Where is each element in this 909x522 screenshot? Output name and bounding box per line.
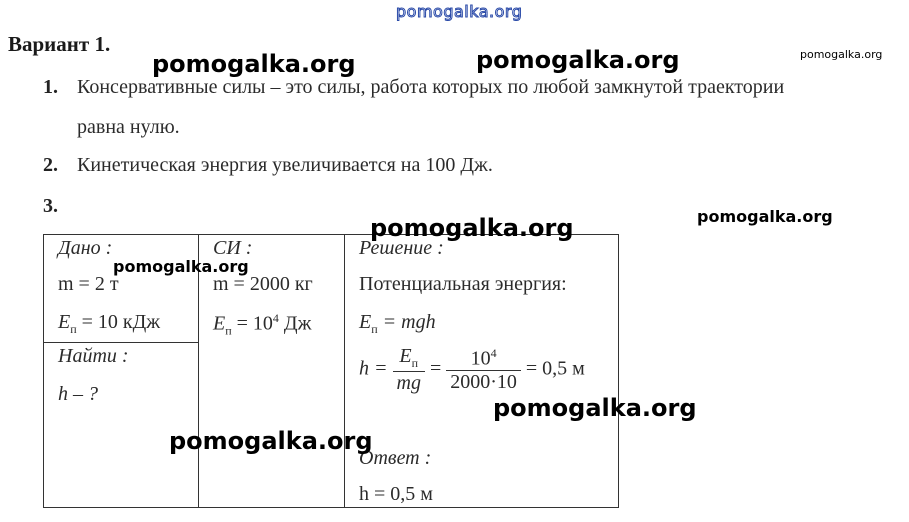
watermark: pomogalka.org [152, 50, 356, 78]
fraction-1: $\frac{E_п}{mg}$ [393, 345, 425, 395]
variant-heading: Вариант 1. [8, 32, 111, 56]
solution-cell [345, 235, 619, 508]
find-cell [44, 343, 199, 508]
si-title: СИ : [213, 237, 253, 259]
fraction-2: $\frac{10^4}{2000\cdot 10}$ [446, 346, 521, 395]
answer-text: Консервативные силы – это силы, работа которых по любой замкнутой траектории [77, 76, 785, 98]
answer-number: 1. [43, 76, 58, 98]
answer-title: Ответ : [359, 447, 432, 469]
answer-text: равна нулю. [77, 116, 180, 138]
watermark: pomogalka.org [476, 46, 680, 74]
given-cell [44, 235, 199, 343]
find-title: Найти : [58, 345, 129, 367]
solution-title: Решение : [359, 237, 444, 259]
find-height: h – ? [58, 383, 98, 405]
formula-height: h = $\frac{E_п}{mg}$ = $\frac{10^4}{2000\cdot 10}$ = 0,5 м [359, 345, 585, 394]
answer-number: 2. [43, 154, 58, 176]
si-mass: m = 2000 кг [213, 273, 313, 295]
formula-potential: $E_п$ = mgh [359, 311, 436, 336]
watermark: pomogalka.org [800, 48, 883, 61]
solution-text: Потенциальная энергия: [359, 273, 567, 295]
watermark: pomogalka.org [697, 207, 833, 226]
watermark: pomogalka.org [493, 394, 697, 422]
given-energy: $E_п = 10$ кДж [58, 311, 161, 336]
watermark: pomogalka.org [169, 427, 373, 455]
site-watermark-top: pomogalka.org [396, 2, 523, 21]
answer-value: h = 0,5 м [359, 483, 433, 505]
watermark: pomogalka.org [113, 257, 249, 276]
given-title: Дано : [58, 237, 113, 259]
answer-number: 3. [43, 195, 58, 217]
watermark: pomogalka.org [370, 214, 574, 242]
si-energy: $E_п = 10^4$ Дж [213, 311, 312, 338]
answer-text: Кинетическая энергия увеличивается на 100 Дж. [77, 154, 493, 176]
given-mass: m = 2 т [58, 273, 119, 295]
